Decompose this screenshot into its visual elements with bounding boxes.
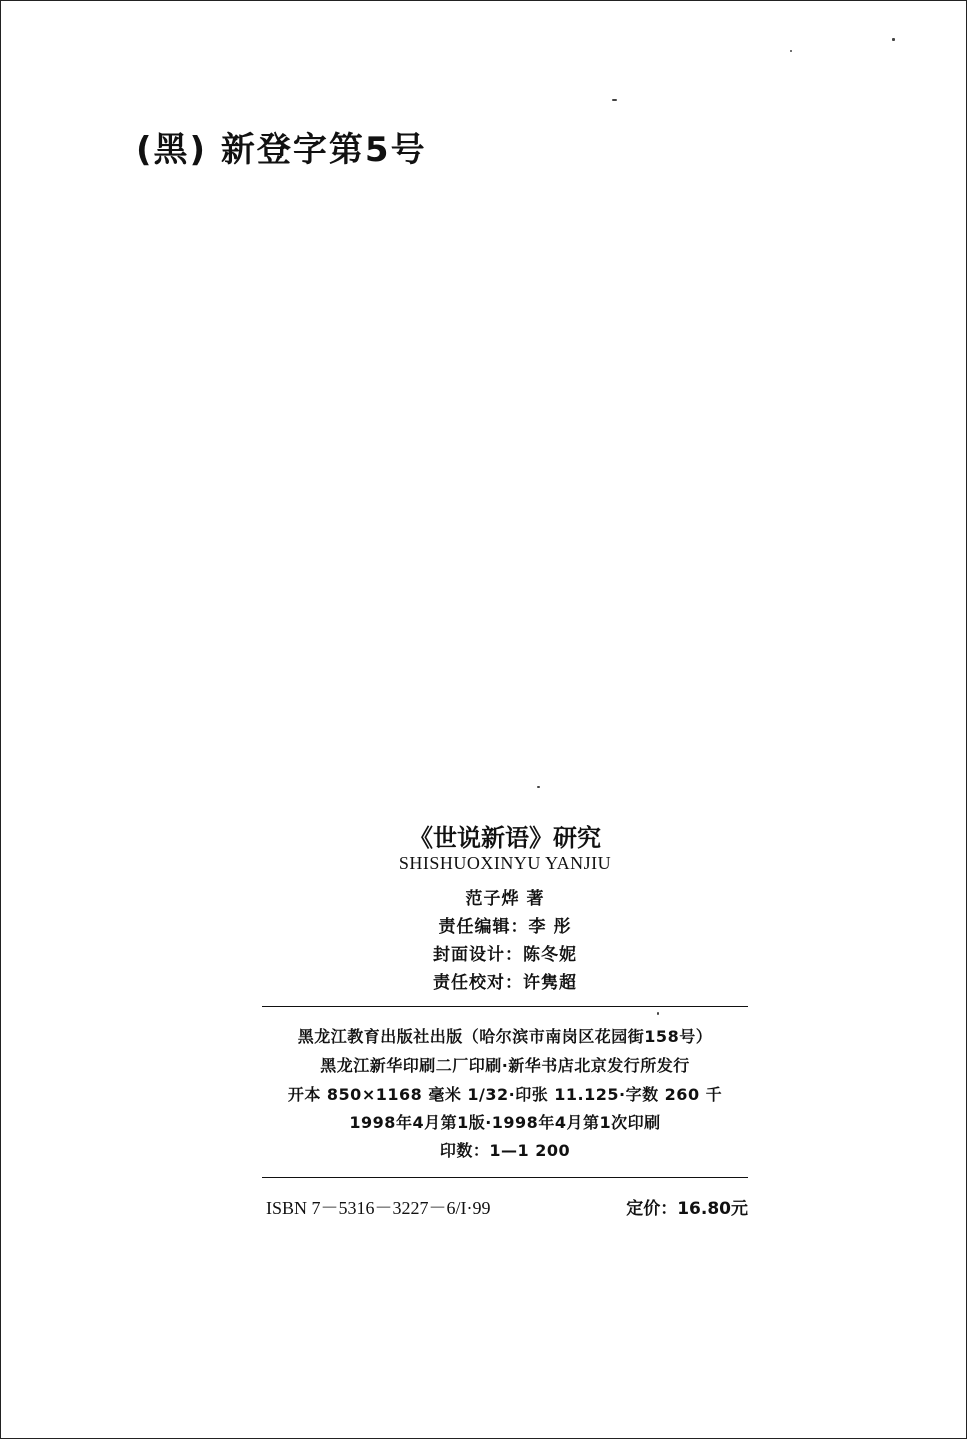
divider-top xyxy=(262,1006,748,1007)
editor-credit: 责任编辑：李 彤 xyxy=(438,917,572,937)
scan-speck xyxy=(612,99,617,101)
print-run-line: 印数：1—1 200 xyxy=(439,1141,571,1160)
isbn-row xyxy=(266,1194,748,1220)
price: 定价：16.80元 xyxy=(626,1199,748,1219)
book-title-pinyin: SHISHUOXINYU YANJIU xyxy=(398,853,612,873)
format-line: 开本 850×1168 毫米 1/32·印张 11.125·字数 260 千 xyxy=(287,1085,723,1104)
author-credit: 范子烨 著 xyxy=(465,889,545,909)
registration-number: (黑) 新登字第5号 xyxy=(136,130,427,170)
edition-line: 1998年4月第1版·1998年4月第1次印刷 xyxy=(349,1113,661,1132)
printer-line: 黑龙江新华印刷二厂印刷·新华书店北京发行所发行 xyxy=(320,1056,690,1075)
scan-speck xyxy=(892,38,895,41)
scan-speck xyxy=(790,50,792,52)
proofreader-credit: 责任校对：许隽超 xyxy=(433,973,577,993)
book-title: 《世说新语》研究 xyxy=(409,824,601,852)
cover-design-credit: 封面设计：陈冬妮 xyxy=(433,945,577,965)
isbn-number: ISBN 7－5316－3227－6/I·99 xyxy=(266,1198,491,1218)
divider-bottom xyxy=(262,1177,748,1178)
scan-speck xyxy=(537,786,540,788)
publisher-line: 黑龙江教育出版社出版（哈尔滨市南岗区花园街158号） xyxy=(297,1027,713,1046)
scan-speck xyxy=(657,1012,659,1015)
